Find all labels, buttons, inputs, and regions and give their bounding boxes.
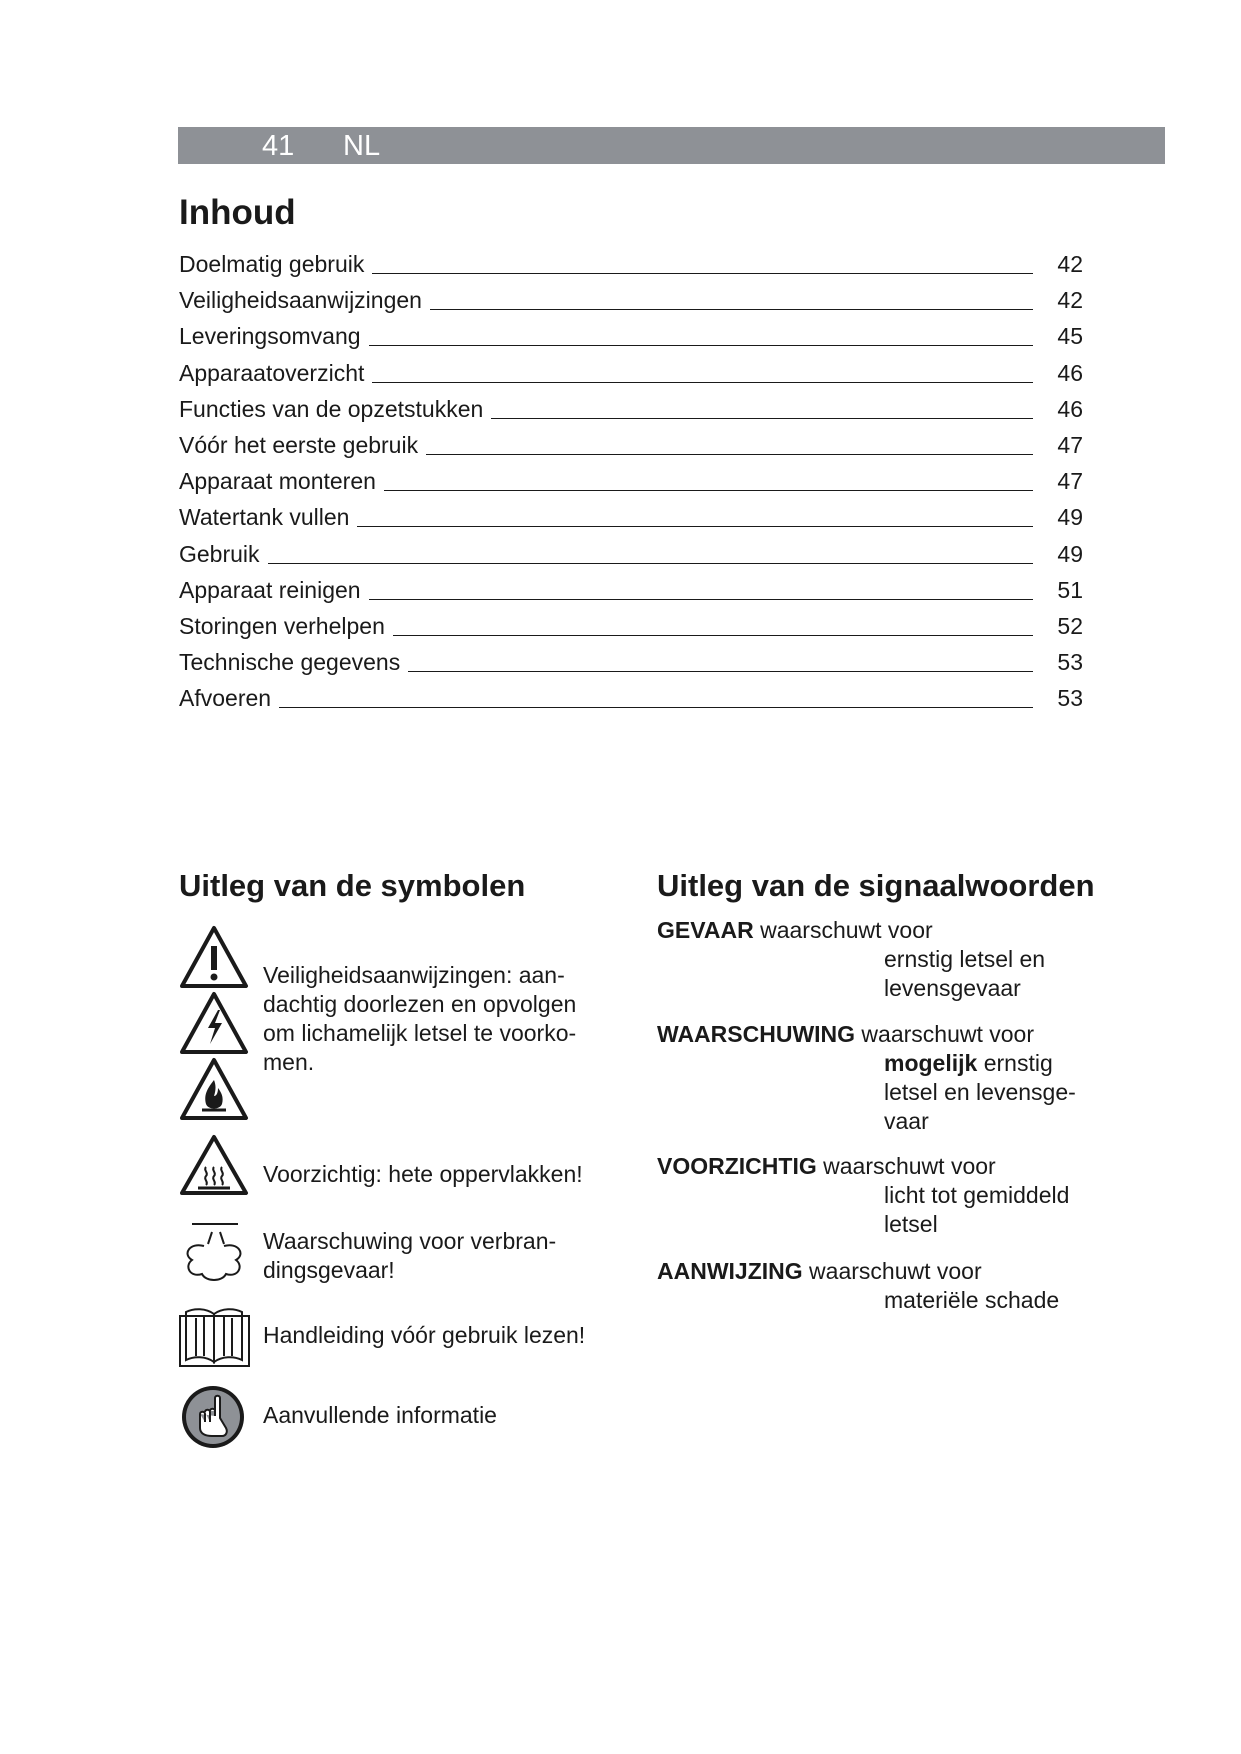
toc-entry-page: 53 <box>1057 685 1083 712</box>
toc-entry-page: 47 <box>1057 431 1083 458</box>
toc-entry-label: Vóór het eerste gebruik <box>179 431 419 458</box>
signal-word-verb: waarschuwt voor <box>855 1021 1035 1047</box>
toc-entry-label: Gebruik <box>179 540 260 567</box>
toc-entry <box>179 572 1083 608</box>
toc-entry-label: Storingen verhelpen <box>179 612 385 639</box>
signal-desc-line: vaar <box>884 1108 929 1134</box>
toc-entry-page: 52 <box>1057 612 1083 639</box>
toc-entry-page: 53 <box>1057 649 1083 676</box>
toc-entry-page: 45 <box>1057 323 1083 350</box>
toc-entry <box>179 282 1083 318</box>
signal-words-title: Uitleg van de signaalwoorden <box>657 868 1095 903</box>
toc-entry-page: 51 <box>1057 576 1083 603</box>
toc-entry-page: 46 <box>1057 359 1083 386</box>
symbol-desc-line: dachtig doorlezen en opvolgen <box>263 991 577 1017</box>
toc-entry <box>179 246 1083 282</box>
signal-desc-line: ernstig letsel en <box>884 946 1046 972</box>
signal-desc-line: levensgevaar <box>884 975 1021 1001</box>
symbol-desc-line: Voorzichtig: hete oppervlakken! <box>263 1161 583 1187</box>
toc-leader-line <box>426 454 1033 455</box>
symbol-desc-line: Waarschuwing voor verbran- <box>263 1228 557 1254</box>
symbol-desc-burn <box>263 1227 613 1285</box>
toc-title: Inhoud <box>179 193 296 232</box>
symbol-desc-safety <box>263 961 613 1077</box>
symbol-desc-line: om lichamelijk letsel te voorko- <box>263 1020 577 1046</box>
toc-entry-page: 47 <box>1057 468 1083 495</box>
signal-desc-emphasis: mogelijk <box>884 1050 978 1076</box>
toc-entry-label: Afvoeren <box>179 685 272 712</box>
signal-word-desc <box>884 1049 1154 1136</box>
symbol-desc-hot-surface <box>263 1160 613 1189</box>
toc-leader-line <box>268 563 1033 564</box>
signal-word-heading <box>657 1257 982 1286</box>
manual-book-icon <box>178 1306 251 1368</box>
exclamation-icon <box>211 946 218 981</box>
toc-entry-label: Apparaatoverzicht <box>179 359 365 386</box>
signal-desc-line: mogelijk ernstig <box>884 1050 1053 1076</box>
toc-entry <box>179 608 1083 644</box>
language-code: NL <box>343 130 381 162</box>
toc-leader-line <box>491 418 1033 419</box>
toc-entry-page: 49 <box>1057 540 1083 567</box>
symbol-desc-manual <box>263 1321 613 1350</box>
toc-entry <box>179 355 1083 391</box>
signal-word-verb: waarschuwt voor <box>802 1258 982 1284</box>
toc-entry-page: 49 <box>1057 504 1083 531</box>
toc-entry <box>179 427 1083 463</box>
toc-leader-line <box>430 309 1033 310</box>
toc-entry-page: 42 <box>1057 287 1083 314</box>
toc-leader-line <box>369 345 1033 346</box>
signal-word: GEVAAR <box>657 917 754 943</box>
signal-word: AANWIJZING <box>657 1258 803 1284</box>
signal-desc-line: letsel <box>884 1211 938 1237</box>
table-of-contents <box>179 246 1083 716</box>
signal-word-verb: waarschuwt voor <box>753 917 933 943</box>
toc-entry <box>179 499 1083 535</box>
toc-leader-line <box>357 526 1033 527</box>
symbol-desc-line: Veiligheidsaanwijzingen: aan- <box>263 962 565 988</box>
signal-desc-line: letsel en levensge- <box>884 1079 1076 1105</box>
toc-entry-label: Functies van de opzetstukken <box>179 395 484 422</box>
toc-entry-label: Apparaat reinigen <box>179 576 361 603</box>
lightning-icon <box>208 1010 222 1044</box>
toc-entry <box>179 318 1083 354</box>
signal-word-verb: waarschuwt voor <box>816 1153 996 1179</box>
toc-leader-line <box>279 707 1033 708</box>
hand-pointer-icon <box>180 1384 246 1450</box>
warning-triangle-icons <box>178 924 250 1126</box>
toc-leader-line <box>408 671 1033 672</box>
toc-leader-line <box>393 635 1033 636</box>
toc-leader-line <box>369 599 1033 600</box>
toc-entry-label: Apparaat monteren <box>179 468 376 495</box>
signal-word-desc <box>884 1181 1154 1239</box>
signal-word-desc <box>884 945 1154 1003</box>
toc-entry-label: Technische gegevens <box>179 649 401 676</box>
toc-entry <box>179 536 1083 572</box>
toc-entry <box>179 680 1083 716</box>
symbol-desc-line: Aanvullende informatie <box>263 1402 497 1428</box>
signal-word: VOORZICHTIG <box>657 1153 817 1179</box>
symbol-desc-line: Handleiding vóór gebruik lezen! <box>263 1322 586 1348</box>
steam-burn-icon <box>180 1220 250 1284</box>
symbol-desc-line: men. <box>263 1049 315 1075</box>
page-number: 41 <box>262 130 295 162</box>
symbol-desc-info <box>263 1401 613 1430</box>
signal-word-desc <box>884 1286 1154 1315</box>
toc-leader-line <box>372 382 1033 383</box>
symbol-desc-line: dingsgevaar! <box>263 1257 395 1283</box>
toc-entry <box>179 463 1083 499</box>
toc-entry <box>179 391 1083 427</box>
signal-word: WAARSCHUWING <box>657 1021 856 1047</box>
hot-surface-icon <box>178 1133 250 1197</box>
page-header-bar <box>178 127 1165 164</box>
toc-entry-label: Leveringsomvang <box>179 323 361 350</box>
signal-word-heading <box>657 1152 996 1181</box>
toc-entry-label: Watertank vullen <box>179 504 350 531</box>
signal-word-heading <box>657 1020 1034 1049</box>
toc-leader-line <box>372 273 1033 274</box>
signal-desc-line: materiële schade <box>884 1287 1060 1313</box>
signal-word-heading <box>657 916 933 945</box>
signal-desc-line: licht tot gemiddeld <box>884 1182 1070 1208</box>
toc-entry <box>179 644 1083 680</box>
toc-leader-line <box>384 490 1033 491</box>
toc-entry-page: 46 <box>1057 395 1083 422</box>
flame-icon <box>205 1080 222 1109</box>
toc-entry-label: Veiligheidsaanwijzingen <box>179 287 422 314</box>
toc-entry-page: 42 <box>1057 251 1083 277</box>
toc-entry-label: Doelmatig gebruik <box>179 251 365 277</box>
symbols-title: Uitleg van de symbolen <box>179 868 526 903</box>
